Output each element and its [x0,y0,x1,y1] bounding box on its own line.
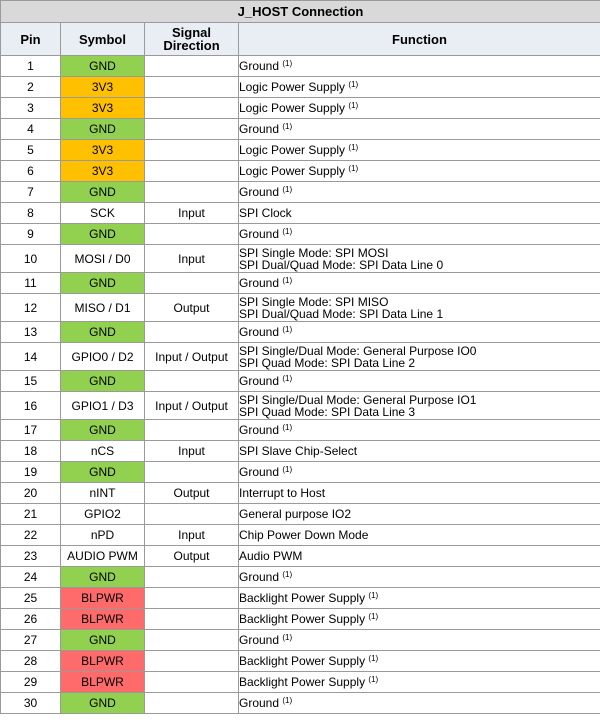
function-text: Ground [239,59,280,73]
pin-function [239,119,600,140]
signal-direction [145,651,239,672]
table-row [1,371,600,392]
pin-symbol: MISO / D1 [61,294,145,322]
pin-function [239,483,600,504]
signal-direction: Input [145,525,239,546]
table-row [1,420,600,441]
pin-number: 15 [1,371,61,392]
pin-symbol: 3V3 [61,98,145,119]
pin-number: 25 [1,588,61,609]
pin-function [239,525,600,546]
column-header-symbol: Symbol [61,23,145,56]
signal-direction [145,273,239,294]
table-row [1,392,600,420]
column-header-direction [145,23,239,56]
footnote-marker: (1) [282,122,293,131]
function-text: Backlight Power Supply [239,612,366,626]
table-row [1,693,600,714]
pin-symbol: GND [61,462,145,483]
signal-direction: Input [145,245,239,273]
function-text: SPI Single/Dual Mode: General Purpose IO0 [239,343,477,358]
footnote-marker: (1) [282,325,293,334]
function-line [239,529,600,541]
function-text: Ground [239,325,280,339]
pin-symbol: GPIO2 [61,504,145,525]
pin-function [239,140,600,161]
footnote-marker: (1) [282,185,293,194]
function-text: SPI Slave Chip-Select [239,444,358,458]
signal-direction [145,322,239,343]
function-text: Backlight Power Supply [239,654,366,668]
signal-direction [145,77,239,98]
footnote-marker: (1) [348,164,359,173]
table-row [1,630,600,651]
function-line [239,357,600,369]
function-text: Ground [239,696,280,710]
function-line [239,466,600,478]
pin-number: 30 [1,693,61,714]
pin-function [239,588,600,609]
pin-symbol: nCS [61,441,145,462]
function-line [239,144,600,156]
pin-function [239,609,600,630]
pin-symbol: 3V3 [61,161,145,182]
function-text: Ground [239,465,280,479]
function-text: Ground [239,374,280,388]
function-line [239,60,600,72]
function-line [239,207,600,219]
function-text: SPI Quad Mode: SPI Data Line 3 [239,404,416,419]
pin-function [239,273,600,294]
signal-direction [145,98,239,119]
function-line [239,634,600,646]
pin-number: 20 [1,483,61,504]
function-text: Ground [239,276,280,290]
pin-symbol: AUDIO PWM [61,546,145,567]
function-line [239,508,600,520]
footnote-marker: (1) [282,276,293,285]
signal-direction: Output [145,294,239,322]
footnote-marker: (1) [282,633,293,642]
signal-direction: Input / Output [145,343,239,371]
footnote-marker: (1) [368,612,379,621]
pin-number: 6 [1,161,61,182]
function-line [239,592,600,604]
function-line [239,277,600,289]
table-title: J_HOST Connection [1,1,600,23]
pin-function [239,182,600,203]
table-body [1,56,600,714]
pin-number: 3 [1,98,61,119]
pin-function [239,98,600,119]
function-text: SPI Quad Mode: SPI Data Line 2 [239,355,416,370]
function-line [239,571,600,583]
pin-symbol: nPD [61,525,145,546]
table-row [1,294,600,322]
pin-symbol: GND [61,224,145,245]
signal-direction [145,672,239,693]
function-line [239,326,600,338]
function-line [239,228,600,240]
table-row [1,119,600,140]
function-text: Ground [239,185,280,199]
pin-symbol: 3V3 [61,77,145,98]
pin-number: 14 [1,343,61,371]
pin-number: 11 [1,273,61,294]
function-text: Backlight Power Supply [239,591,366,605]
footnote-marker: (1) [282,465,293,474]
pin-number: 5 [1,140,61,161]
signal-direction: Input [145,441,239,462]
function-text: Chip Power Down Mode [239,528,369,542]
table-row [1,504,600,525]
function-line [239,697,600,709]
pin-number: 16 [1,392,61,420]
function-text: Backlight Power Supply [239,675,366,689]
table-row [1,441,600,462]
pin-symbol: GND [61,119,145,140]
pin-function [239,567,600,588]
pin-number: 24 [1,567,61,588]
signal-direction: Input / Output [145,392,239,420]
function-text: General purpose IO2 [239,507,352,521]
signal-direction [145,371,239,392]
table-row [1,483,600,504]
function-text: Logic Power Supply [239,164,346,178]
table-row [1,588,600,609]
pin-number: 21 [1,504,61,525]
pin-symbol: nINT [61,483,145,504]
pin-function [239,441,600,462]
pin-number: 17 [1,420,61,441]
function-line [239,406,600,418]
pin-number: 29 [1,672,61,693]
function-line [239,81,600,93]
pin-symbol: BLPWR [61,588,145,609]
pin-function [239,693,600,714]
footnote-marker: (1) [368,591,379,600]
signal-direction [145,161,239,182]
pin-number: 13 [1,322,61,343]
function-line [239,655,600,667]
table-row [1,140,600,161]
signal-direction [145,182,239,203]
pin-number: 10 [1,245,61,273]
function-text: SPI Dual/Quad Mode: SPI Data Line 0 [239,257,444,272]
table-row [1,98,600,119]
function-line [239,676,600,688]
pin-function [239,392,600,420]
table-row [1,322,600,343]
table-row [1,77,600,98]
pin-function [239,630,600,651]
pin-function [239,462,600,483]
pin-number: 23 [1,546,61,567]
pin-number: 12 [1,294,61,322]
pin-function [239,294,600,322]
pin-symbol: GND [61,322,145,343]
signal-direction [145,462,239,483]
table-row [1,567,600,588]
function-line [239,424,600,436]
function-line [239,445,600,457]
function-text: SPI Clock [239,206,292,220]
footnote-marker: (1) [368,654,379,663]
pin-number: 28 [1,651,61,672]
table-row [1,203,600,224]
signal-direction [145,630,239,651]
signal-direction [145,609,239,630]
column-header-pin: Pin [1,23,61,56]
column-header-function: Function [239,23,600,56]
pin-number: 18 [1,441,61,462]
footnote-marker: (1) [348,143,359,152]
table-row [1,343,600,371]
pin-symbol: BLPWR [61,672,145,693]
pin-symbol: SCK [61,203,145,224]
pin-symbol: GND [61,567,145,588]
function-text: SPI Single Mode: SPI MISO [239,294,389,309]
pin-number: 9 [1,224,61,245]
signal-direction [145,56,239,77]
signal-direction: Output [145,546,239,567]
table-row [1,273,600,294]
footnote-marker: (1) [282,423,293,432]
pin-function [239,651,600,672]
footnote-marker: (1) [282,374,293,383]
pin-symbol: GND [61,182,145,203]
function-line [239,613,600,625]
footnote-marker: (1) [368,675,379,684]
pin-number: 8 [1,203,61,224]
table-row [1,609,600,630]
pin-number: 4 [1,119,61,140]
pin-function [239,224,600,245]
function-text: SPI Dual/Quad Mode: SPI Data Line 1 [239,306,444,321]
pin-symbol: BLPWR [61,609,145,630]
pin-symbol: GPIO0 / D2 [61,343,145,371]
function-text: Interrupt to Host [239,486,326,500]
pin-number: 19 [1,462,61,483]
function-line [239,550,600,562]
table-row [1,245,600,273]
function-text: SPI Single/Dual Mode: General Purpose IO1 [239,392,477,407]
signal-direction [145,140,239,161]
function-line [239,375,600,387]
pin-symbol: GND [61,56,145,77]
signal-direction: Input [145,203,239,224]
function-text: Ground [239,570,280,584]
pin-symbol: GND [61,693,145,714]
pin-symbol: GND [61,273,145,294]
pin-function [239,371,600,392]
pin-number: 1 [1,56,61,77]
pin-number: 7 [1,182,61,203]
footnote-marker: (1) [282,227,293,236]
column-header-direction-line1: Signal [171,25,211,40]
pin-function [239,245,600,273]
function-text: Ground [239,227,280,241]
signal-direction [145,420,239,441]
pin-function [239,161,600,182]
function-text: Ground [239,423,280,437]
function-text: Logic Power Supply [239,80,346,94]
signal-direction: Output [145,483,239,504]
table-row [1,546,600,567]
pin-function [239,203,600,224]
table-row [1,525,600,546]
function-line [239,259,600,271]
function-line [239,102,600,114]
pin-symbol: BLPWR [61,651,145,672]
function-text: Ground [239,122,280,136]
pin-function [239,546,600,567]
function-text: Logic Power Supply [239,101,346,115]
table-row [1,161,600,182]
pin-symbol: 3V3 [61,140,145,161]
function-line [239,186,600,198]
signal-direction [145,119,239,140]
signal-direction [145,504,239,525]
footnote-marker: (1) [348,80,359,89]
pin-function [239,77,600,98]
pin-function [239,343,600,371]
column-header-direction-line2: Direction [163,38,220,53]
pin-symbol: GND [61,371,145,392]
pin-symbol: GND [61,420,145,441]
header-row [1,23,600,56]
footnote-marker: (1) [282,696,293,705]
signal-direction [145,224,239,245]
pin-function [239,672,600,693]
function-text: Logic Power Supply [239,143,346,157]
signal-direction [145,567,239,588]
pin-number: 27 [1,630,61,651]
signal-direction [145,588,239,609]
footnote-marker: (1) [282,570,293,579]
pin-function [239,420,600,441]
signal-direction [145,693,239,714]
function-line [239,487,600,499]
pin-symbol: GPIO1 / D3 [61,392,145,420]
function-line [239,308,600,320]
pin-function [239,504,600,525]
pin-function [239,322,600,343]
function-line [239,123,600,135]
table-row [1,182,600,203]
function-text: Audio PWM [239,549,303,563]
footnote-marker: (1) [282,59,293,68]
table-row [1,56,600,77]
table-row [1,672,600,693]
function-text: Ground [239,633,280,647]
table-row [1,462,600,483]
function-text: SPI Single Mode: SPI MOSI [239,245,389,260]
pin-symbol: MOSI / D0 [61,245,145,273]
function-line [239,165,600,177]
pin-number: 2 [1,77,61,98]
pin-number: 22 [1,525,61,546]
footnote-marker: (1) [348,101,359,110]
pin-symbol: GND [61,630,145,651]
table-row [1,224,600,245]
table-row [1,651,600,672]
pin-function [239,56,600,77]
pin-number: 26 [1,609,61,630]
